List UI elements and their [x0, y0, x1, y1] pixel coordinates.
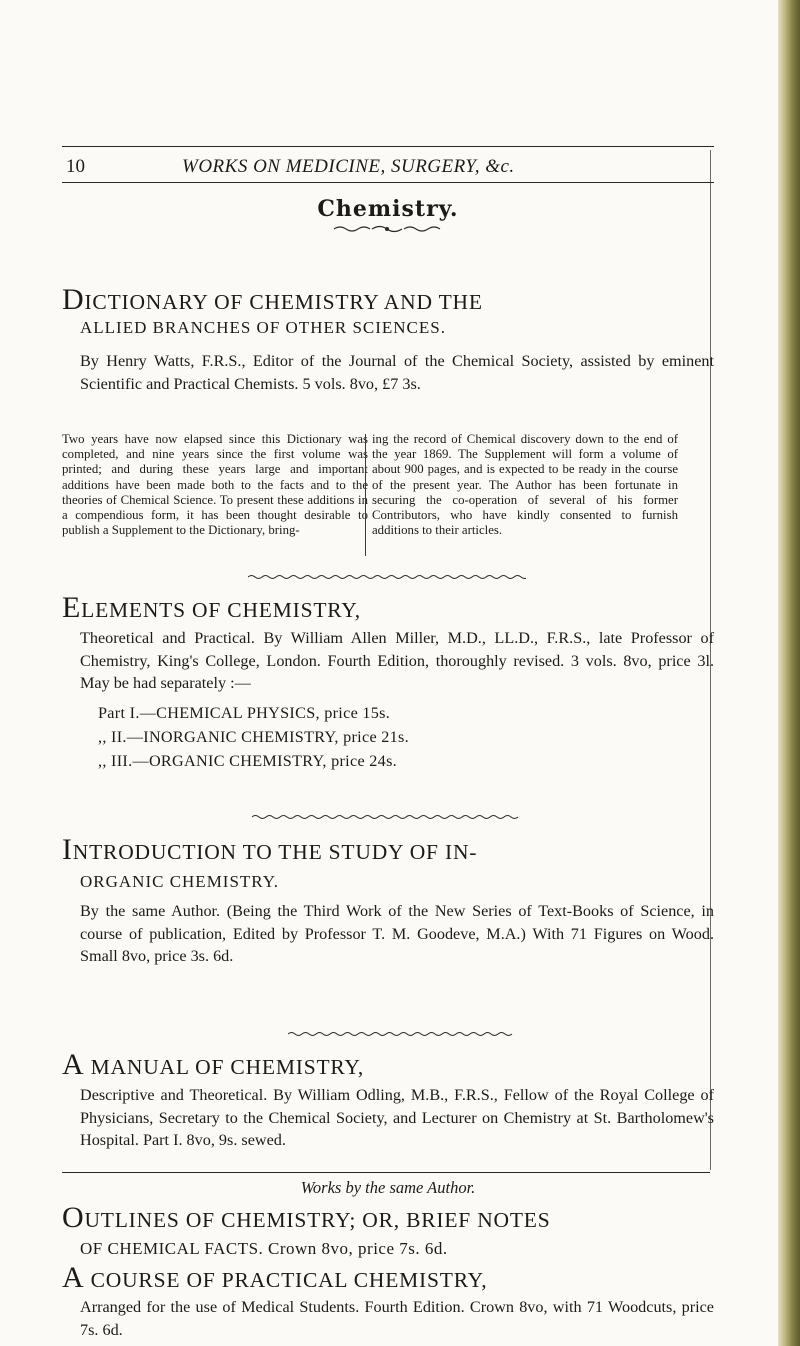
running-header — [62, 156, 714, 182]
entry-elements — [62, 591, 714, 773]
entry-body: By the same Author. (Being the Third Work of the New Series of Text-Books of Science, in course of publication, Edited by Professor T. M. Goodeve, M.A.) With 71 Figures on Wood. Small 8vo, price 3s. 6d. — [80, 902, 714, 965]
list-item: ,, II.—INORGANIC CHEMISTRY, price 21s. — [98, 727, 410, 746]
entry-subtitle: ORGANIC CHEMISTRY. — [80, 872, 280, 891]
running-title: WORKS ON MEDICINE, SURGERY, &c. — [182, 156, 515, 177]
note-left-column: Two years have now elapsed since this Dictionary was completed, and nine years since the first volume was printed; and during these years large and important additions have been made both to the facts and to the theories of Chemical Science. To present these additions in a compendious form, it has been thought desirable to publish a Supplement to the Dictionary, bring- — [62, 432, 368, 538]
entry-title: ELEMENTS OF CHEMISTRY, — [62, 591, 361, 624]
entry-body: Descriptive and Theoretical. By William Odling, M.B., F.R.S., Fellow of the Royal College of Physicians, Secretary to the Chemical Society, and Lecturer on Chemistry at St. Bartholomew's Hospital. Part I. 8vo, 9s. sewed. — [80, 1086, 714, 1149]
entry-title: INTRODUCTION TO THE STUDY OF IN- — [62, 833, 478, 866]
entry-subtitle: OF CHEMICAL FACTS. Crown 8vo, price 7s. 6d. — [80, 1239, 448, 1258]
flourish-ornament — [332, 224, 442, 234]
column-divider — [365, 434, 366, 556]
works-by-same-author: Works by the same Author. — [300, 1178, 476, 1197]
entry-body: Arranged for the use of Medical Students. Fourth Edition. Crown 8vo, with 71 Woodcuts, price 7s. 6d. — [80, 1298, 714, 1339]
header-rule — [62, 146, 714, 147]
list-item: Part I.—CHEMICAL PHYSICS, price 15s. — [98, 703, 391, 722]
entry-byline: By Henry Watts, F.R.S., Editor of the Journal of the Chemical Society, assisted by eminent Scientific and Practical Chemists. 5 vols. 8vo, £7 3s. — [80, 352, 714, 393]
entry-introduction — [62, 833, 714, 968]
entry-title: A COURSE OF PRACTICAL CHEMISTRY, — [62, 1261, 488, 1294]
entry-dictionary — [62, 283, 714, 395]
parts-list — [62, 701, 714, 773]
entry-course — [62, 1261, 714, 1341]
entry-manual — [62, 1048, 714, 1152]
page-number: 10 — [66, 156, 85, 177]
entry-title: OUTLINES OF CHEMISTRY; OR, BRIEF NOTES — [62, 1201, 551, 1234]
entry-body: Theoretical and Practical. By William Allen Miller, M.D., LL.D., F.R.S., late Professor of Chemistry, King's College, London. Fourth Edition, thoroughly revised. 3 vols. 8vo, price 3l. May be had separately :— — [80, 629, 714, 692]
book-page-edge — [778, 0, 800, 1346]
list-item: ,, III.—ORGANIC CHEMISTRY, price 24s. — [98, 751, 398, 770]
section-title: Chemistry. — [317, 196, 459, 222]
wavy-separator — [288, 1031, 514, 1037]
note-right-column: ing the record of Chemical discovery down to the end of the year 1869. The Supplement will form a volume of about 900 pages, and is expected to be ready in the course of the present year. The Author has been fortunate in securing the co-operation of several of his former Contributors, who have kindly consented to furnish additions to their articles. — [372, 432, 678, 538]
wavy-separator — [252, 814, 522, 820]
entry-title: A MANUAL OF CHEMISTRY, — [62, 1048, 365, 1081]
entry-title: DICTIONARY OF CHEMISTRY AND THE — [62, 283, 483, 316]
entry-outlines — [62, 1201, 714, 1261]
header-rule-bottom — [62, 182, 714, 183]
footer-rule — [62, 1172, 710, 1173]
wavy-separator — [248, 574, 526, 580]
entry-subtitle: ALLIED BRANCHES OF OTHER SCIENCES. — [80, 318, 446, 337]
